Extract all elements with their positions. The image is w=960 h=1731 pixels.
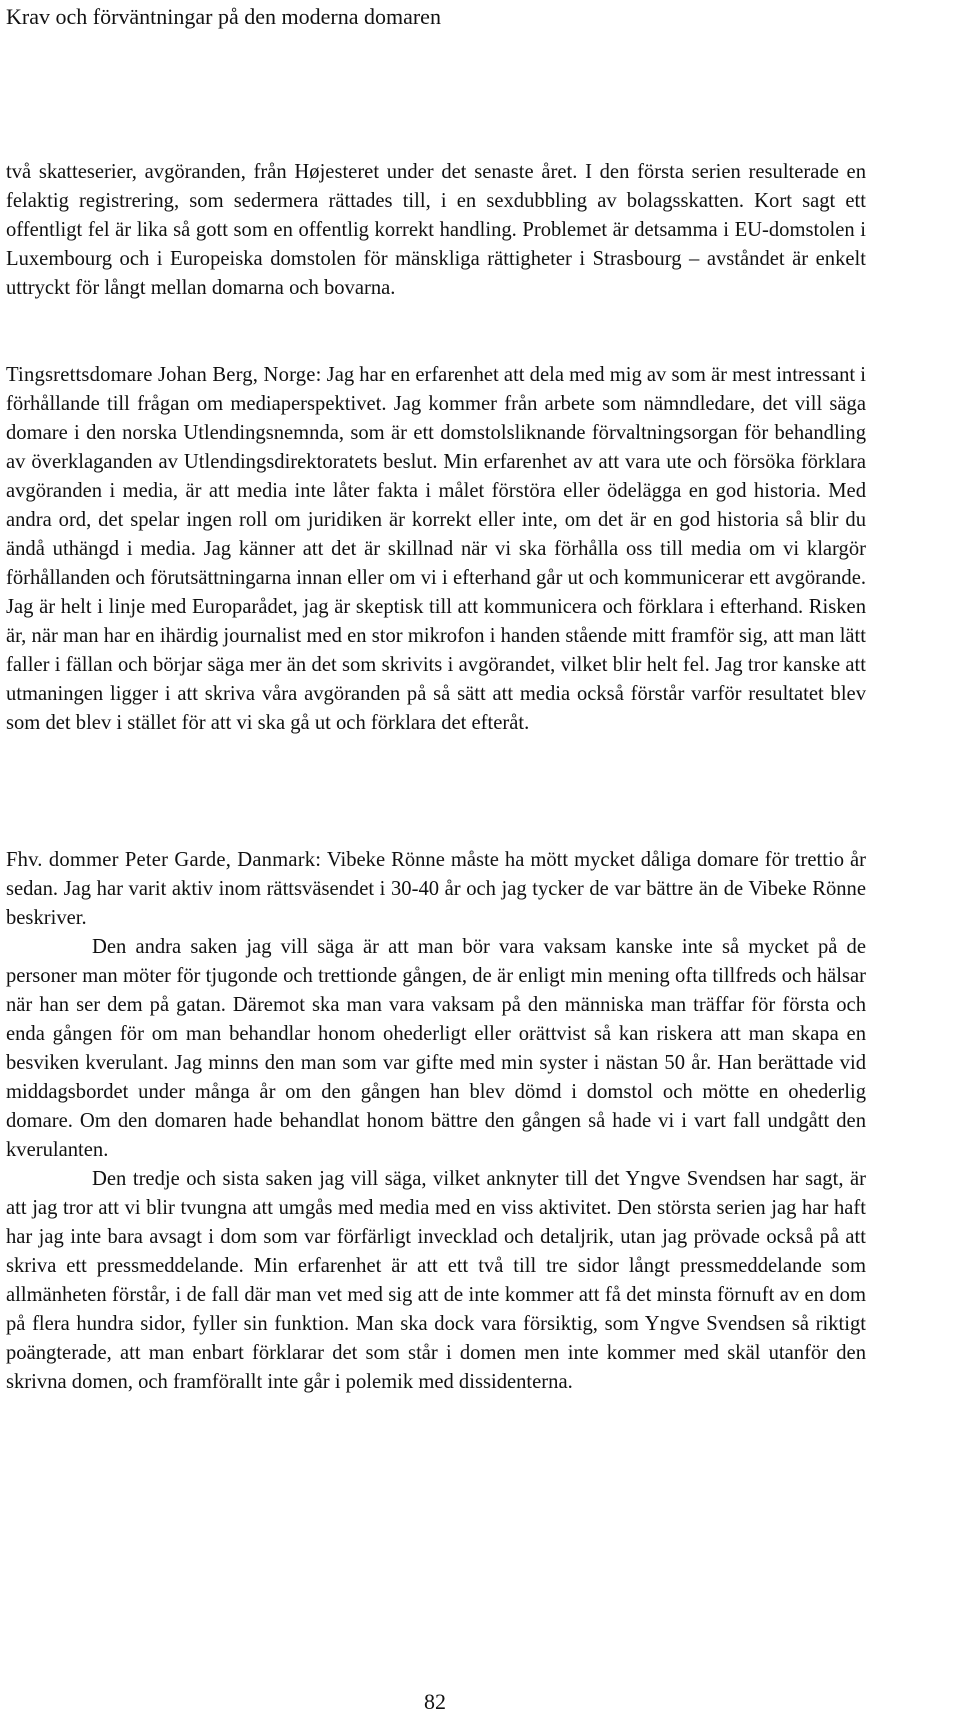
paragraph-johan-berg xyxy=(6,361,866,738)
speaker-name: Tingsrettsdomare Johan Berg, Norge: xyxy=(6,364,322,386)
paragraph-text: Vibeke Rönne måste ha mött mycket dåliga domare för trettio år sedan. Jag har varit aktiv inom rättsväsendet i 30-40 år och jag tycker de var bättre än de Vibeke Rönne beskriver. xyxy=(6,849,866,929)
running-header: Krav och förväntningar på den moderna domaren xyxy=(6,4,441,29)
paragraph-text: två skatteserier, avgöranden, från Højesteret under det senaste året. I den första serien resulterade en felaktig registrering, som sedermera rättades till, i en sexdubbling av bolagsskatten. Kort sagt ett offentligt fel är lika så gott som en offentlig korrekt handling. Problemet är detsamma i EU-domstolen i Luxembourg och i Europeiska domstolen för mänskliga rättigheter i Strasbourg – avståndet är enkelt uttryckt för långt mellan domarna och bovarna. xyxy=(6,161,866,299)
paragraph-text: Den tredje och sista saken jag vill säga, vilket anknyter till det Yngve Svendsen har sagt, är att jag tror att vi blir tvungna att umgås med media med en viss aktivitet. Den största serien jag har haft har jag inte bara avsagt i dom som var förfärligt invecklad och detaljrik, utan jag prövade också på att skriva ett pressmeddelande. Min erfarenhet är att ett två till tre sidor långt pressmeddelande som allmänheten förstår, i de fall där man vet med sig att de inte kommer att få det minsta förnuft av en dom på flera hundra sidor, fyller sin funktion. Man ska dock vara försiktig, som Yngve Svendsen så riktigt poängterade, att man enbart förklarar det som står i domen men inte kommer med skäl utanför den skrivna domen, och framförallt inte går i polemik med dissidenterna. xyxy=(6,1168,866,1393)
speaker-name: Fhv. dommer Peter Garde, Danmark: xyxy=(6,849,322,871)
paragraph-text: Jag har en erfarenhet att dela med mig av som är mest intressant i förhållande till frågan om mediaperspektivet. Jag kommer från arbete som nämndledare, det vill säga domare i den norska Utlendingsnemnda, som är ett domstolsliknande förvaltningsorgan för behandling av överklaganden av Utlendingsdirektoratets beslut. Min erfarenhet av att vara ute och försöka förklara avgöranden i media, är att media inte låter fakta i målet förstöra eller ödelägga en god historia. Med andra ord, det spelar ingen roll om juridiken är korrekt eller inte, om det är en god historia så blir du ändå uthängd i media. Jag känner att det är skillnad när vi ska förhålla oss till media om vi klargör förhållanden och förutsättningarna innan eller om vi i efterhand går ut och kommunicerar ett avgörande. Jag är helt i linje med Europarådet, jag är skeptisk till att kommunicera och förklara i efterhand. Risken är, när man har en ihärdig journalist med en stor mikrofon i handen stående mitt framför sig, att man lätt faller i fällan och börjar säga mer än det som skrivits i avgörandet, vilket blir helt fel. Jag tror kanske att utmaningen ligger i att skriva våra avgöranden på så sätt att media också förstår varför resultatet blev som det blev i stället för att vi ska gå ut och förklara det efteråt. xyxy=(6,364,866,734)
paragraph-text: Den andra saken jag vill säga är att man bör vara vaksam kanske inte så mycket på de personer man möter för tjugonde och trettionde gången, de är enligt min mening ofta tillfreds och hälsar när han ser dem på gatan. Däremot ska man vara vaksam på den människa man träffar för första och enda gången för om man behandlar honom ohederligt eller orättvist så kan riskera att man skapa en besviken kverulant. Jag minns den man som var gifte med min syster i nästan 50 år. Han berättade vid middagsbordet under många år om den gången han blev dömd i domstol och mötte en ohederlig domare. Om den domaren hade behandlat honom bättre den gången så hade vi i vart fall undgått den kverulanten. xyxy=(6,936,866,1161)
paragraph-continuation xyxy=(6,158,866,303)
paragraph-peter-garde xyxy=(6,846,866,1397)
page-number: 82 xyxy=(424,1689,446,1714)
